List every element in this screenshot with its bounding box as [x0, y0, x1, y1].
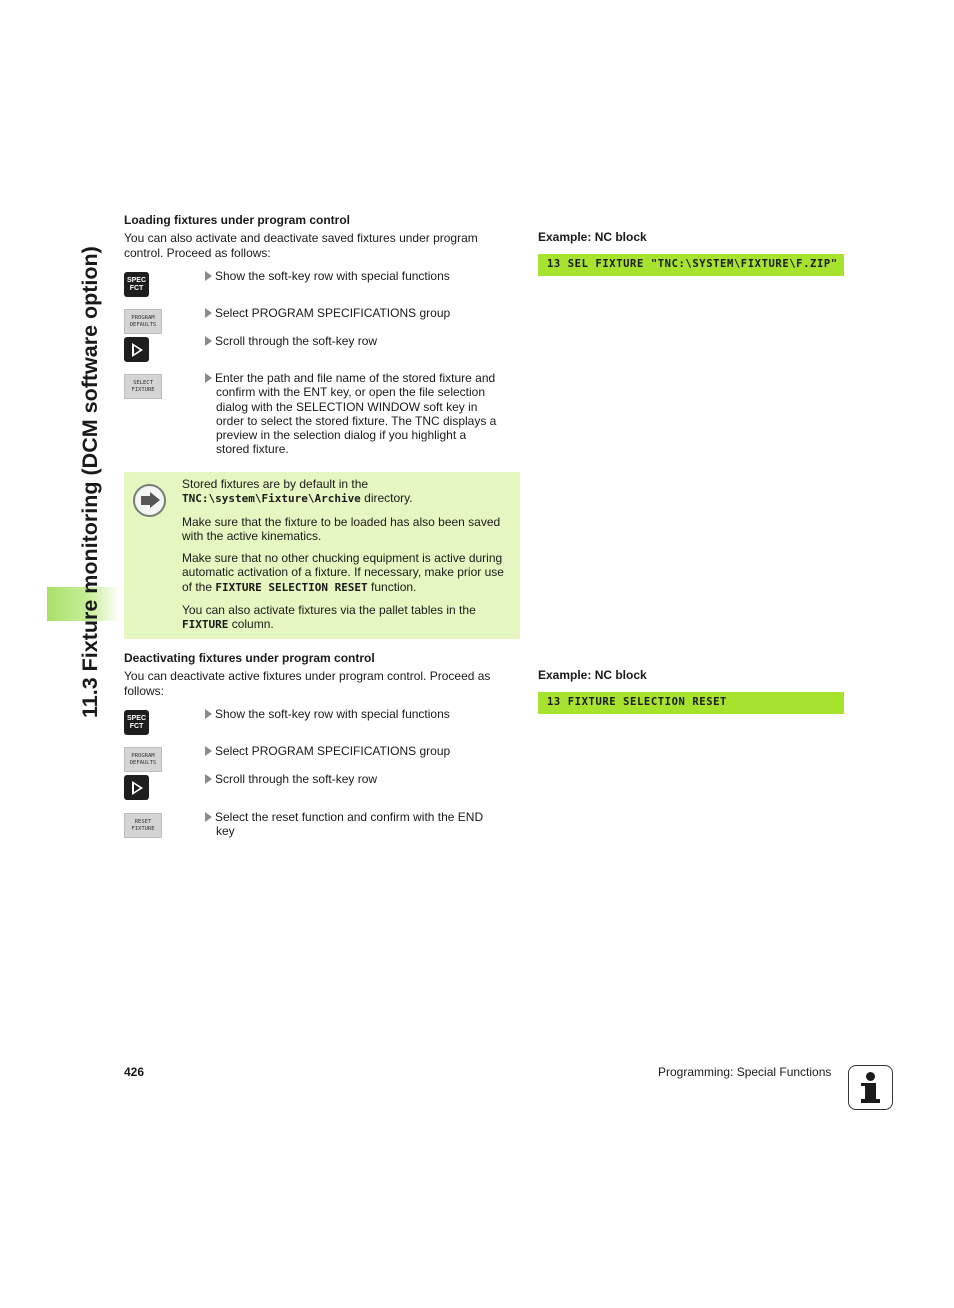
spec-fct-key — [124, 710, 149, 735]
chapter-footer-title: Programming: Special Functions — [658, 1065, 832, 1079]
bullet-arrow-icon — [205, 812, 212, 822]
step-text: stored fixture. — [216, 442, 289, 457]
bullet-arrow-icon — [205, 774, 212, 784]
step-text: confirm with the ENT key, or open the file selection — [216, 385, 486, 400]
step-scroll-softkey-row — [205, 772, 377, 786]
arrow-right-key-icon — [124, 337, 149, 362]
step-select-program-specs — [205, 306, 450, 320]
note-text-run: Stored fixtures are by default in the — [182, 477, 369, 491]
note-code-column: FIXTURE — [182, 618, 229, 632]
intro-line: You can deactivate active fixtures under program control. Proceed as — [124, 669, 491, 683]
key-label: PROGRAM — [131, 753, 155, 759]
section-intro-loading — [124, 231, 520, 260]
step-text: Enter the path and file name of the stored fixture and — [215, 371, 496, 385]
step-show-softkey-row — [205, 269, 450, 283]
spec-fct-key — [124, 272, 149, 297]
step-show-softkey-row — [205, 707, 450, 721]
intro-line: You can also activate and deactivate saved fixtures under program — [124, 231, 478, 245]
step-text: Scroll through the soft-key row — [215, 334, 378, 348]
section-heading-loading: Loading fixtures under program control — [124, 213, 351, 227]
note-paragraph — [182, 477, 512, 507]
step-text: Select PROGRAM SPECIFICATIONS group — [215, 744, 451, 758]
info-icon-base — [861, 1099, 880, 1103]
nc-code-block — [538, 254, 844, 276]
example-label: Example: NC block — [538, 230, 647, 244]
note-box — [124, 472, 520, 639]
note-text-run: function. — [367, 579, 417, 594]
note-text-run: directory. — [360, 491, 413, 506]
step-enter-path — [205, 371, 520, 457]
step-text: Scroll through the soft-key row — [215, 772, 378, 786]
key-label: DEFAULTS — [129, 760, 157, 766]
reset-fixture-softkey — [124, 813, 162, 838]
note-text-run: Make sure that no other chucking equipment is active during automatic activation of a fixture. If necessary, make prior use of the — [182, 551, 504, 594]
step-text: Show the soft-key row with special functions — [215, 707, 450, 721]
page-number: 426 — [124, 1065, 145, 1079]
arrow-right-key-icon — [124, 775, 149, 800]
key-label: SPEC — [126, 277, 147, 284]
bullet-arrow-icon — [205, 709, 212, 719]
key-label: FIXTURE — [131, 826, 155, 832]
step-text: key — [216, 824, 235, 839]
step-text: Select the reset function and confirm with the END — [215, 810, 484, 824]
step-text: order to select the stored fixture. The TNC displays a — [216, 413, 497, 428]
program-defaults-softkey — [124, 747, 162, 772]
key-label: FCT — [129, 723, 144, 730]
program-defaults-softkey — [124, 309, 162, 334]
info-icon — [848, 1065, 893, 1110]
section-intro-deactivating — [124, 669, 524, 698]
step-text: Show the soft-key row with special functions — [215, 269, 450, 283]
bullet-arrow-icon — [205, 271, 212, 281]
note-code-path: TNC:\system\Fixture\Archive — [182, 492, 361, 506]
note-paragraph — [182, 551, 512, 595]
key-label: SELECT — [133, 380, 153, 386]
intro-line: control. Proceed as follows: — [124, 245, 271, 260]
note-code-function: FIXTURE SELECTION RESET — [215, 580, 368, 594]
key-label: PROGRAM — [131, 315, 155, 321]
section-heading-deactivating: Deactivating fixtures under program control — [124, 651, 375, 665]
chapter-side-title: 11.3 Fixture monitoring (DCM software option) — [78, 246, 102, 718]
info-icon-dot — [866, 1072, 875, 1081]
key-label: RESET — [134, 819, 152, 825]
intro-line: follows: — [124, 683, 165, 698]
step-select-reset — [205, 810, 520, 839]
note-paragraph — [182, 603, 512, 633]
step-text: dialog with the SELECTION WINDOW soft key in — [216, 399, 478, 414]
note-text-run: You can also activate fixtures via the pallet tables in the — [182, 603, 476, 618]
step-scroll-softkey-row — [205, 334, 377, 348]
note-paragraph: Make sure that the fixture to be loaded has also been saved with the active kinematics. — [182, 514, 501, 543]
step-select-program-specs — [205, 744, 450, 758]
nc-code-block — [538, 692, 844, 714]
nc-code-text: 13 SEL FIXTURE "TNC:\SYSTEM\FIXTURE\F.ZIP" — [547, 258, 838, 270]
key-label: FCT — [129, 285, 144, 292]
hint-arrow-icon — [133, 484, 166, 517]
step-text: Select PROGRAM SPECIFICATIONS group — [215, 306, 451, 320]
step-text: preview in the selection dialog if you highlight a — [216, 428, 467, 443]
key-label: FIXTURE — [131, 387, 155, 393]
bullet-arrow-icon — [205, 746, 212, 756]
key-label: DEFAULTS — [129, 322, 157, 328]
select-fixture-softkey — [124, 374, 162, 399]
nc-code-text: 13 FIXTURE SELECTION RESET — [547, 696, 727, 708]
bullet-arrow-icon — [205, 373, 212, 383]
key-label: SPEC — [126, 715, 147, 722]
note-text — [182, 477, 512, 641]
example-label: Example: NC block — [538, 668, 647, 682]
note-text-run: column. — [228, 617, 274, 632]
bullet-arrow-icon — [205, 336, 212, 346]
bullet-arrow-icon — [205, 308, 212, 318]
